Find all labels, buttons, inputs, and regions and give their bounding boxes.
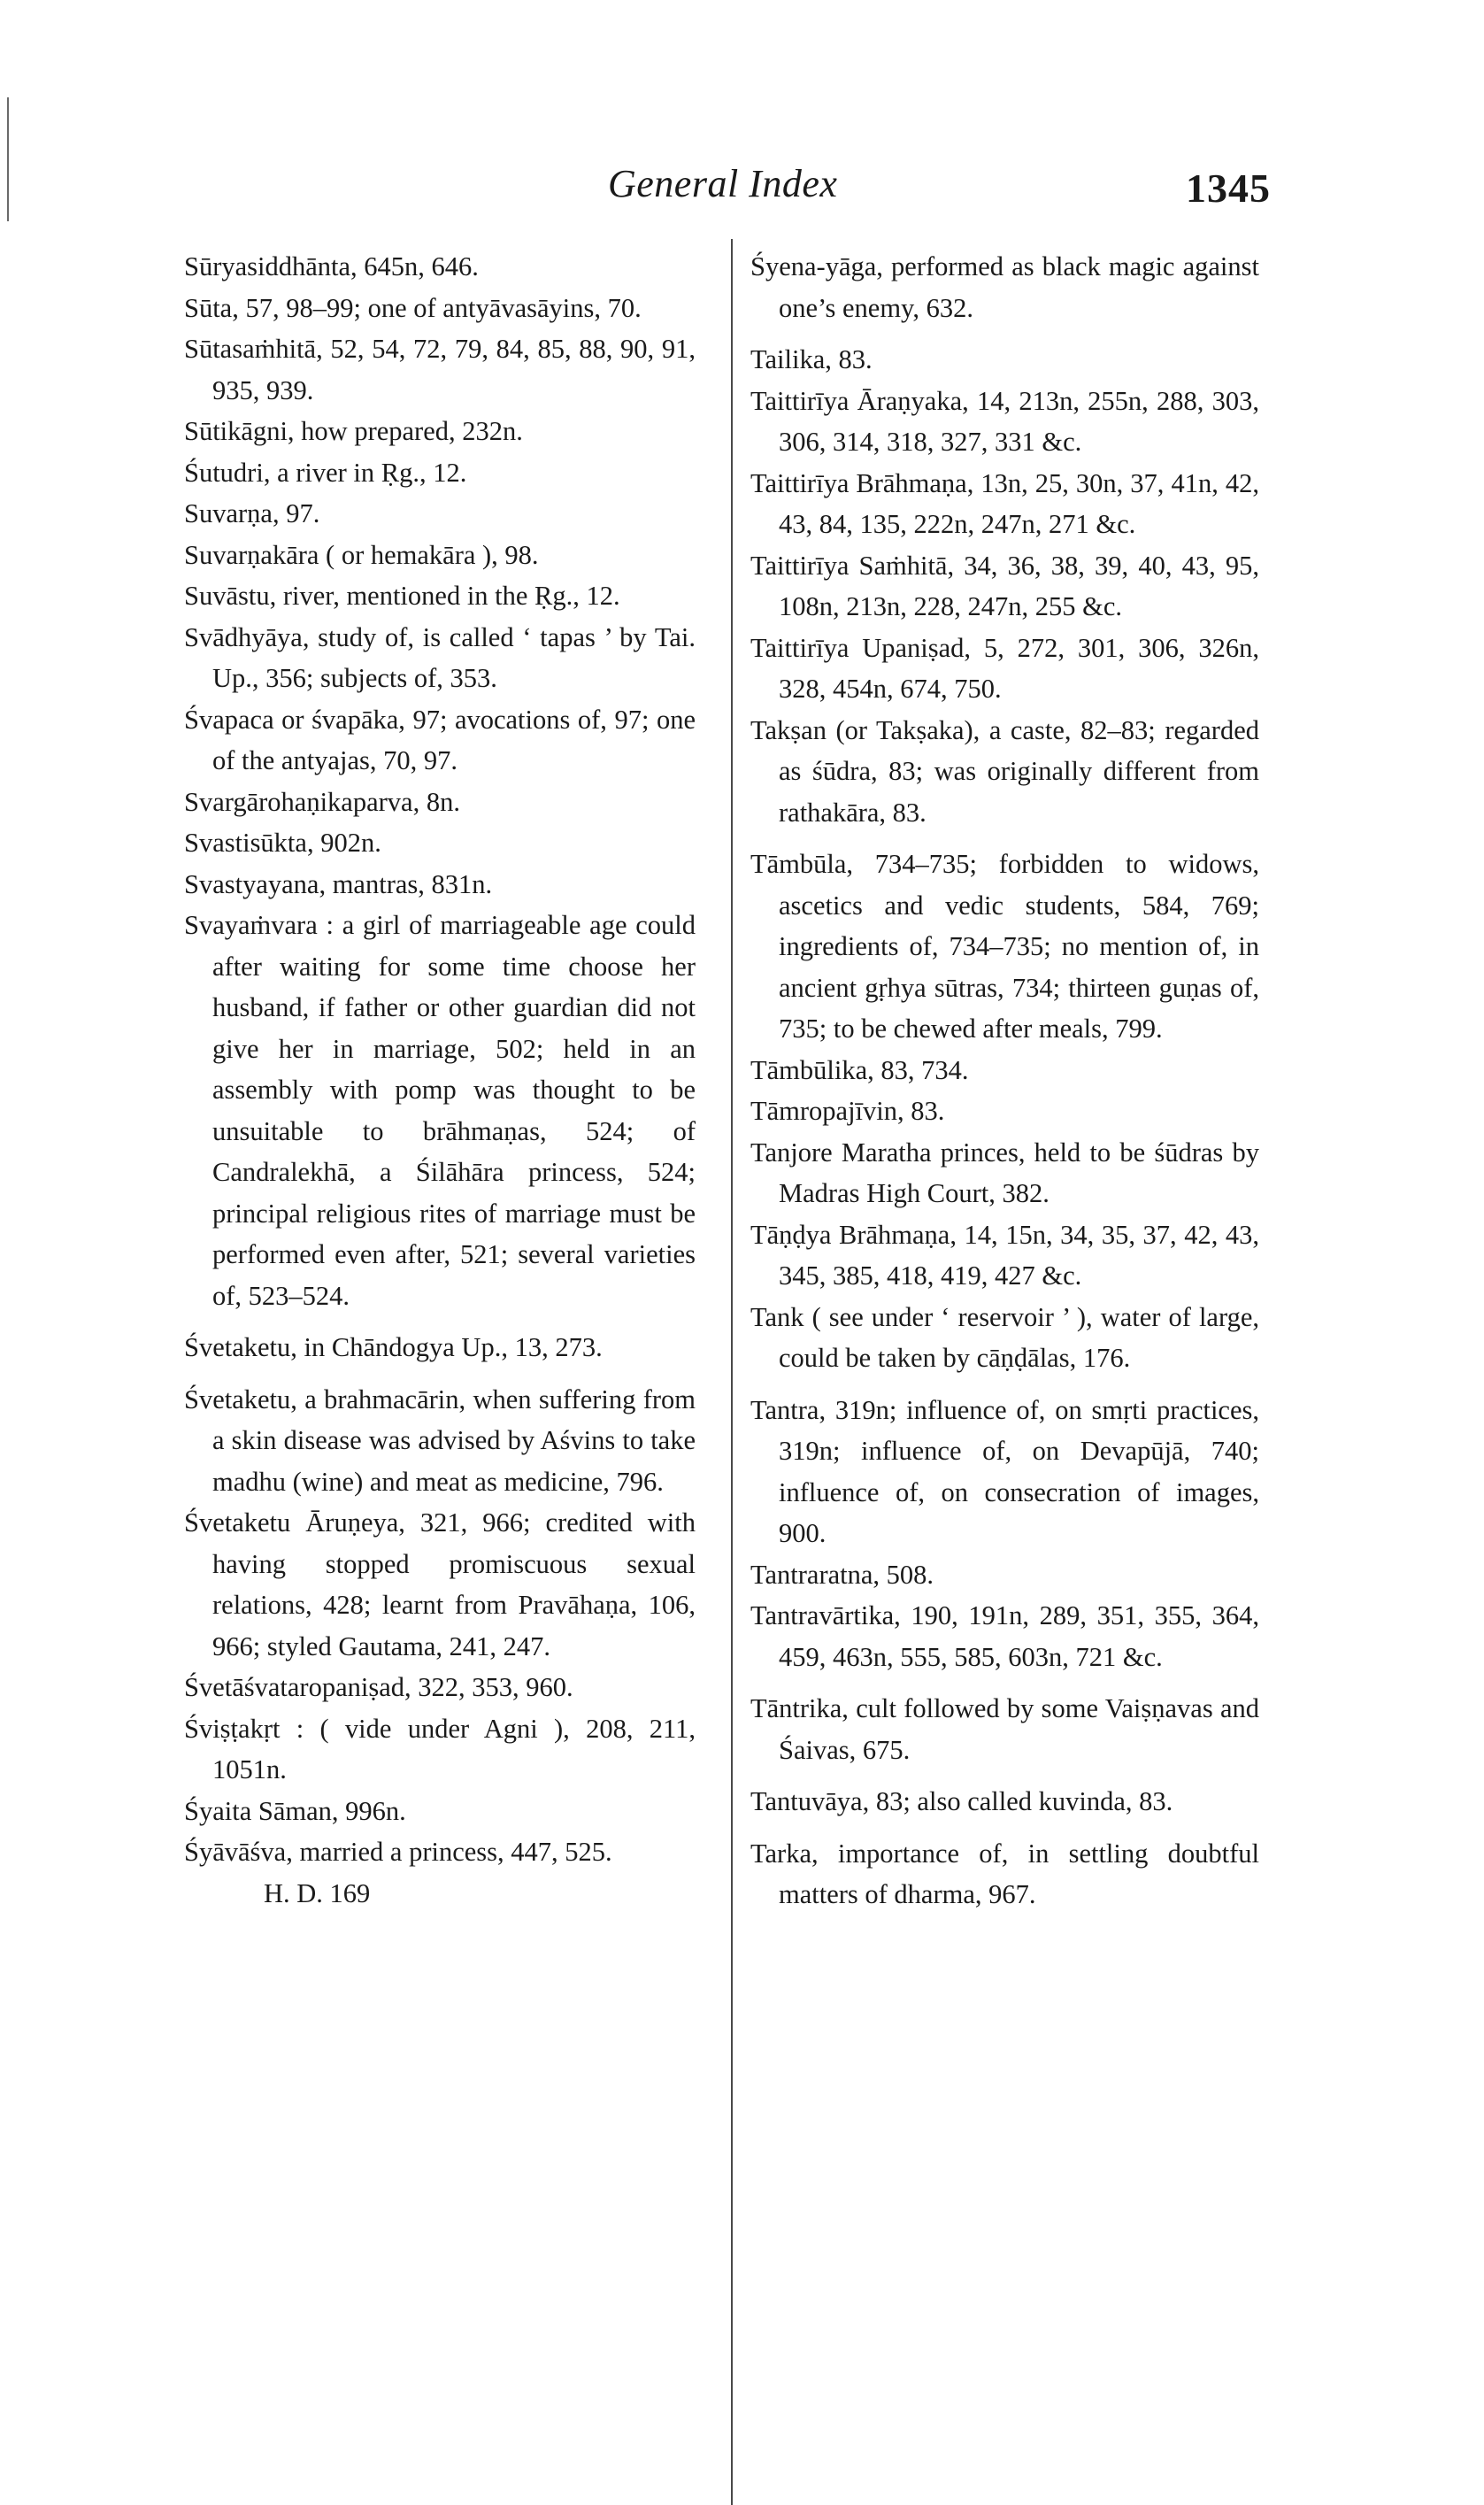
index-entry: Taittirīya Upaniṣad, 5, 272, 301, 306, 326n, 328, 454n, 674, 750. (750, 632, 1259, 704)
index-entry: Svastisūkta, 902n. (184, 828, 381, 858)
index-entry: Tantravārtika, 190, 191n, 289, 351, 355, 364, 459, 463n, 555, 585, 603n, 721 &c. (750, 1600, 1259, 1672)
index-entry: Taittirīya Āraṇyaka, 14, 213n, 255n, 288, 303, 306, 314, 318, 327, 331 &c. (750, 385, 1259, 457)
index-entry: Tanjore Maratha princes, held to be śūdras by Madras High Court, 382. (750, 1137, 1259, 1208)
index-entry: Sūtikāgni, how prepared, 232n. (184, 416, 523, 446)
index-entry: Svastyayana, mantras, 831n. (184, 868, 493, 899)
index-entry: Svargārohaṇikaparva, 8n. (184, 786, 460, 817)
index-entry: Suvāstu, river, mentioned in the Ṛg., 12. (184, 581, 620, 611)
index-entry: Śyaita Sāman, 996n. (184, 1795, 406, 1826)
running-header-title: General Index (608, 162, 838, 205)
index-entry: Sūta, 57, 98–99; one of antyāvasāyins, 70. (184, 292, 642, 323)
index-entry: Śvapaca or śvapāka, 97; avocations of, 97; one of the antyajas, 70, 97. (184, 704, 696, 775)
index-entry: Tantraratna, 508. (750, 1559, 934, 1590)
column-divider (731, 239, 733, 2505)
index-entry: Śvetaketu, in Chāndogya Up., 13, 273. (184, 1332, 603, 1362)
index-entry: Suvarṇa, 97. (184, 498, 320, 528)
index-entry: Śyāvāśva, married a princess, 447, 525. (184, 1837, 612, 1867)
index-entry: Sūtasaṁhitā, 52, 54, 72, 79, 84, 85, 88, 90, 91, 935, 939. (184, 334, 696, 405)
index-entry: Tāntrika, cult followed by some Vaiṣṇavas and Śaivas, 675. (750, 1693, 1259, 1765)
index-entry: Śvetāśvataropaniṣad, 322, 353, 960. (184, 1672, 573, 1702)
index-entry: Tāmbūla, 734–735; forbidden to widows, ascetics and vedic students, 584, 769; ingredients of, 734–735; no mention of, in ancient gṛhya sūtras, 734; thirteen guṇas of, 735; to be chewed after meals, 799. (750, 849, 1259, 1044)
index-entry: Svayaṁvara : a girl of marriageable age could after waiting for some time choose her husband, if father or other guardian did not give her in marriage, 502; held in an assembly with pomp was thought to be unsuitable to brāhmaṇas, 524; of Candralekhā, a Śilāhāra princess, 524; principal religious rites of marriage must be performed even after, 521; several varieties of, 523–524. (184, 910, 696, 1311)
index-entry: Śvetaketu, a brahmacārin, when suffering from a skin disease was advised by Aśvins to take madhu (wine) and meat as medicine, 796. (184, 1384, 696, 1497)
index-entry: Tantuvāya, 83; also called kuvinda, 83. (750, 1786, 1173, 1816)
footer-signature: H. D. 169 (264, 1877, 371, 1908)
index-entry: Śutudri, a river in Ṛg., 12. (184, 457, 467, 488)
index-entry: Tāṇḍya Brāhmaṇa, 14, 15n, 34, 35, 37, 42, 43, 345, 385, 418, 419, 427 &c. (750, 1219, 1259, 1291)
scan-margin-line (7, 97, 9, 221)
page-number: 1345 (1186, 166, 1271, 211)
index-entry: Tāmbūlika, 83, 734. (750, 1054, 969, 1085)
right-index-column (750, 246, 1259, 1915)
index-entry: Svādhyāya, study of, is called ‘ tapas ’ by Tai. Up., 356; subjects of, 353. (184, 621, 696, 693)
index-entry: Taittirīya Brāhmaṇa, 13n, 25, 30n, 37, 41n, 42, 43, 84, 135, 222n, 247n, 271 &c. (750, 467, 1259, 539)
index-entry: Tāmropajīvin, 83. (750, 1096, 945, 1126)
index-entry: Takṣan (or Takṣaka), a caste, 82–83; regarded as śūdra, 83; was originally different from rathakāra, 83. (750, 714, 1259, 828)
index-entry: Taittirīya Saṁhitā, 34, 36, 38, 39, 40, 43, 95, 108n, 213n, 228, 247n, 255 &c. (750, 550, 1259, 621)
index-entry: Śvetaketu Āruṇeya, 321, 966; credited with having stopped promiscuous sexual relations, 428; learnt from Pravāhaṇa, 106, 966; styled Gautama, 241, 247. (184, 1507, 696, 1661)
index-entry: Tailika, 83. (750, 344, 873, 374)
index-entry: Tantra, 319n; influence of, on smṛti practices, 319n; influence of, on Devapūjā, 740; influence of, on consecration of images, 900. (750, 1394, 1259, 1548)
index-entry: Śviṣṭakṛt : ( vide under Agni ), 208, 211, 1051n. (184, 1713, 696, 1784)
index-entry: Suvarṇakāra ( or hemakāra ), 98. (184, 539, 539, 570)
index-entry: Tarka, importance of, in settling doubtful matters of dharma, 967. (750, 1838, 1259, 1909)
left-index-column (184, 246, 696, 1914)
index-entry: Sūryasiddhānta, 645n, 646. (184, 251, 479, 281)
index-entry: Śyena-yāga, performed as black magic against one’s enemy, 632. (750, 251, 1259, 323)
index-entry: Tank ( see under ‘ reservoir ’ ), water of large, could be taken by cāṇḍālas, 176. (750, 1301, 1259, 1373)
